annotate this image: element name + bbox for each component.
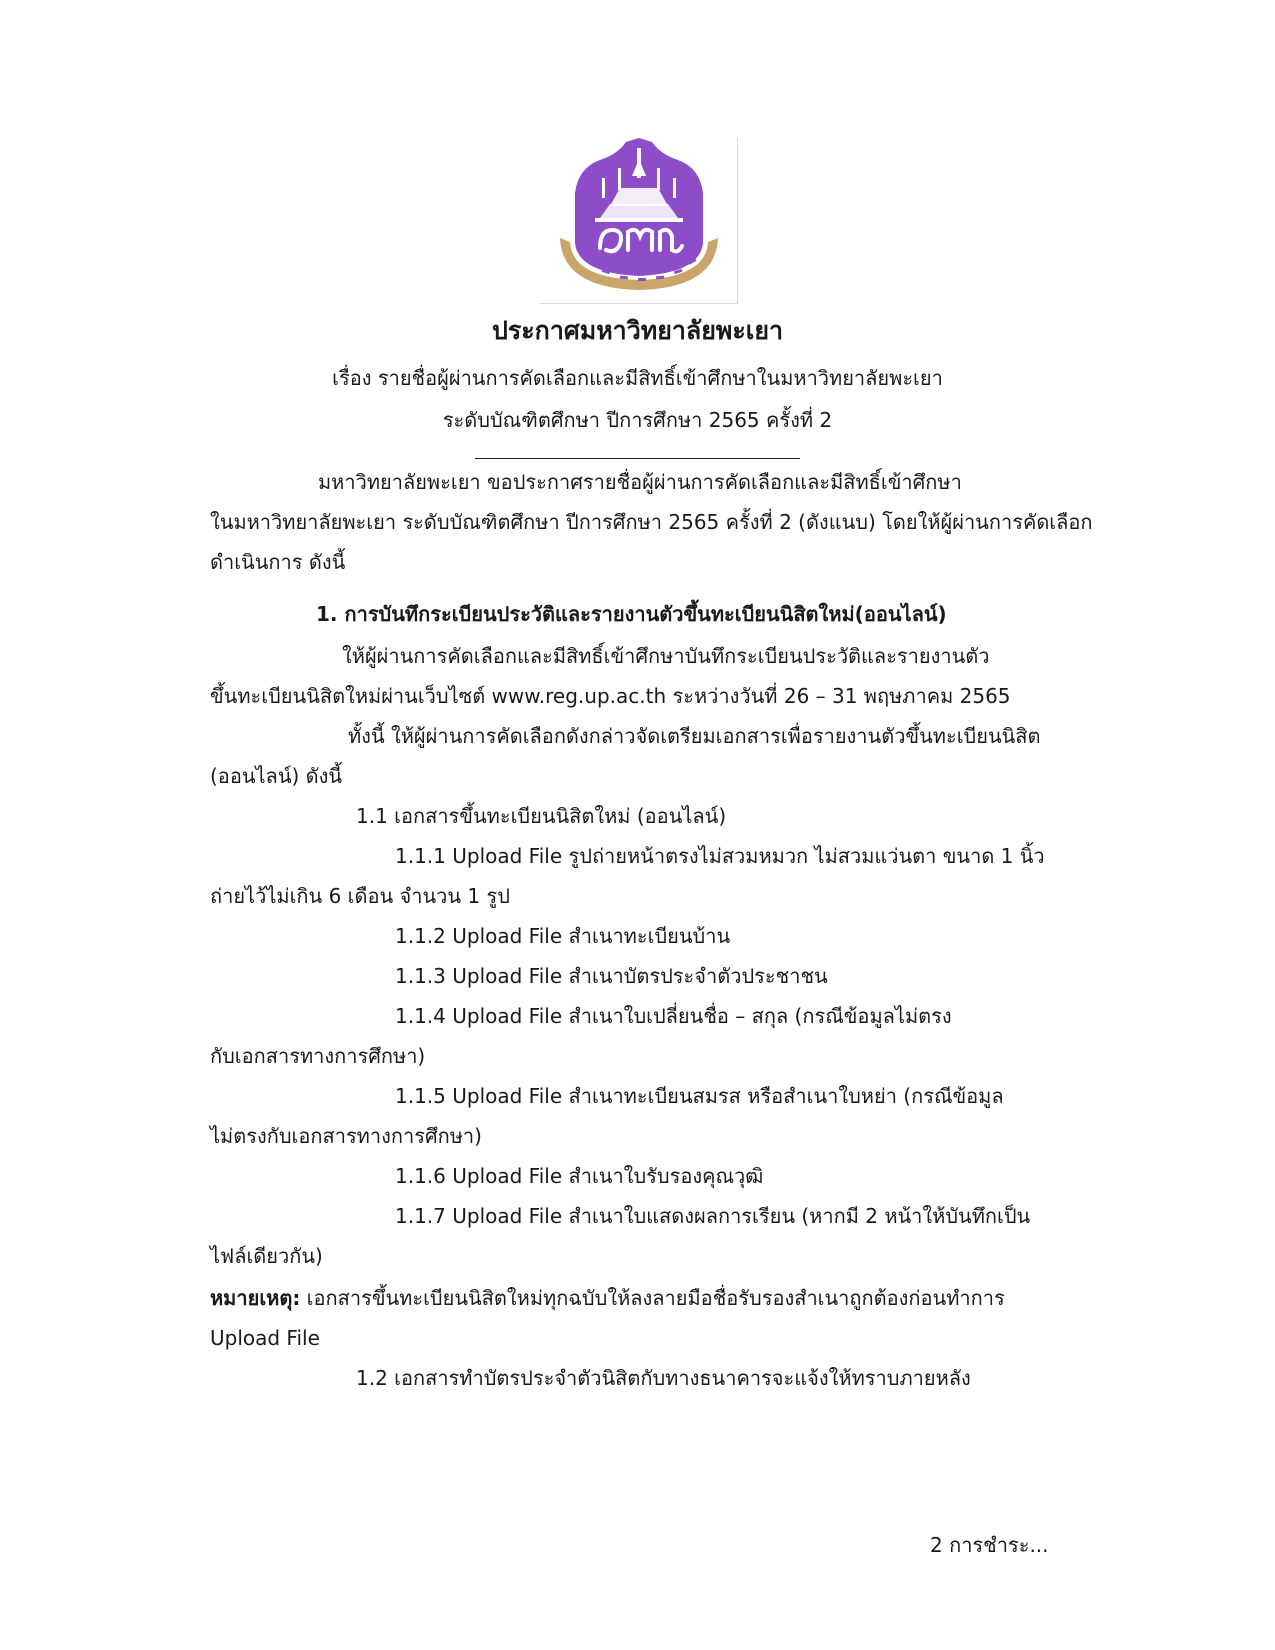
note-line-2: Upload File [210, 1326, 320, 1350]
item-1-1-7-line-2: ไฟล์เดียวกัน) [210, 1244, 323, 1268]
intro-line-3: ดำเนินการ ดังนี้ [210, 550, 346, 574]
subsection-1-2: 1.2 เอกสารทำบัตรประจำตัวนิสิตกับทางธนาคารจะแจ้งให้ทราบภายหลัง [356, 1366, 971, 1390]
note-line-1 [210, 1283, 1005, 1313]
note-text: เอกสารขึ้นทะเบียนนิสิตใหม่ทุกฉบับให้ลงลายมือชื่อรับรองสำเนาถูกต้องก่อนทำการ [300, 1286, 1005, 1310]
item-1-1-3: 1.1.3 Upload File สำเนาบัตรประจำตัวประชาชน [395, 964, 828, 988]
item-1-1-6: 1.1.6 Upload File สำเนาใบรับรองคุณวุฒิ [395, 1164, 764, 1188]
university-logo [540, 138, 738, 304]
subject-line-2: ระดับบัณฑิตศึกษา ปีการศึกษา 2565 ครั้งที่ 2 [442, 408, 833, 432]
section-1-heading: 1. การบันทึกระเบียนประวัติและรายงานตัวขึ้นทะเบียนนิสิตใหม่(ออนไลน์) [316, 602, 947, 626]
item-1-1-1-line-1: 1.1.1 Upload File รูปถ่ายหน้าตรงไม่สวมหมวก ไม่สวมแว่นตา ขนาด 1 นิ้ว [395, 844, 1045, 868]
intro-line-2: ในมหาวิทยาลัยพะเยา ระดับบัณฑิตศึกษา ปีการศึกษา 2565 ครั้งที่ 2 (ดังแนบ) โดยให้ผู้ผ่านการคัดเลือก [210, 510, 1093, 534]
item-1-1-5-line-2: ไม่ตรงกับเอกสารทางการศึกษา) [210, 1124, 482, 1148]
item-1-1-2: 1.1.2 Upload File สำเนาทะเบียนบ้าน [395, 924, 731, 948]
item-1-1-4-line-2: กับเอกสารทางการศึกษา) [210, 1044, 426, 1068]
item-1-1-4-line-1: 1.1.4 Upload File สำเนาใบเปลี่ยนชื่อ – สกุล (กรณีข้อมูลไม่ตรง [395, 1004, 952, 1028]
page-continuation: 2 การชำระ... [930, 1533, 1049, 1557]
item-1-1-5-line-1: 1.1.5 Upload File สำเนาทะเบียนสมรส หรือสำเนาใบหย่า (กรณีข้อมูล [395, 1084, 1004, 1108]
subject-line-1: เรื่อง รายชื่อผู้ผ่านการคัดเลือกและมีสิทธิ์เข้าศึกษาในมหาวิทยาลัยพะเยา [332, 366, 943, 390]
university-seal-icon [540, 138, 738, 304]
section-1-para-2-line-2: (ออนไลน์) ดังนี้ [210, 764, 343, 788]
page-title: ประกาศมหาวิทยาลัยพะเยา [491, 316, 784, 345]
section-1-para-1-line-2: ขึ้นทะเบียนนิสิตใหม่ผ่านเว็บไซต์ www.reg.up.ac.th ระหว่างวันที่ 26 – 31 พฤษภาคม 2565 [210, 684, 1011, 708]
section-1-para-1-line-1: ให้ผู้ผ่านการคัดเลือกและมีสิทธิ์เข้าศึกษาบันทึกระเบียนประวัติและรายงานตัว [342, 644, 990, 668]
intro-line-1: มหาวิทยาลัยพะเยา ขอประกาศรายชื่อผู้ผ่านการคัดเลือกและมีสิทธิ์เข้าศึกษา [318, 470, 962, 494]
subsection-1-1-heading: 1.1 เอกสารขึ้นทะเบียนนิสิตใหม่ (ออนไลน์) [356, 804, 727, 828]
note-label: หมายเหตุ: [210, 1286, 301, 1310]
item-1-1-1-line-2: ถ่ายไว้ไม่เกิน 6 เดือน จำนวน 1 รูป [210, 884, 510, 908]
section-1-para-2-line-1: ทั้งนี้ ให้ผู้ผ่านการคัดเลือกดังกล่าวจัดเตรียมเอกสารเพื่อรายงานตัวขึ้นทะเบียนนิสิต [348, 724, 1041, 748]
title-divider [475, 458, 800, 459]
item-1-1-7-line-1: 1.1.7 Upload File สำเนาใบแสดงผลการเรียน (หากมี 2 หน้าให้บันทึกเป็น [395, 1204, 1031, 1228]
